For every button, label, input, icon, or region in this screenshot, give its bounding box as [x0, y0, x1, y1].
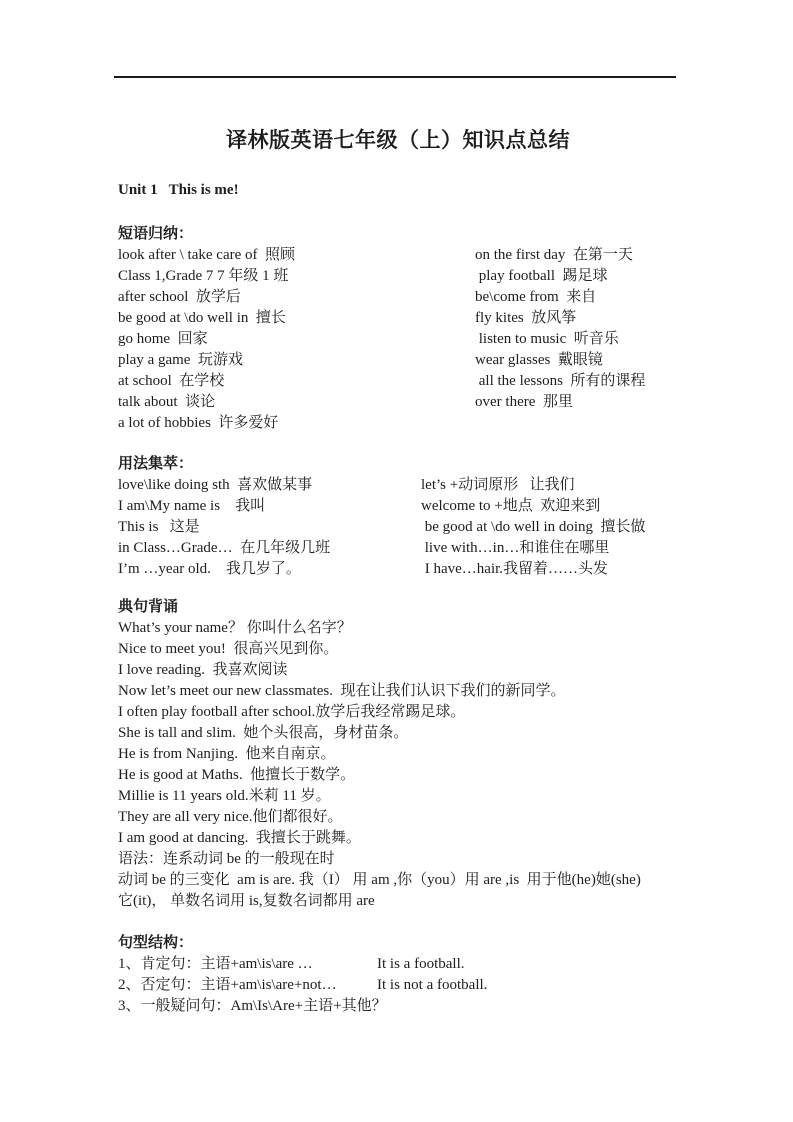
usage-row [118, 475, 678, 496]
phrase-right: fly kites 放风筝 [475, 310, 577, 326]
sentence-line: I love reading. 我喜欢阅读 [118, 662, 288, 678]
usage-right: welcome to +地点 欢迎来到 [421, 498, 601, 514]
usage-right: I have…hair.我留着……头发 [421, 561, 609, 577]
pattern-left: 3、一般疑问句：Am\Is\Are+主语+其他？ [118, 998, 387, 1014]
phrase-row [118, 413, 678, 434]
grammar-note-line: 语法：连系动词 be 的一般现在时 [118, 851, 335, 867]
sentence-line: What’s your name？ 你叫什么名字？ [118, 620, 352, 636]
grammar-note-line: 动词 be 的三变化 am is are. 我（I） 用 am ,你（you）用 are ,is 用于他(he)她(she) [118, 872, 641, 888]
phrase-left: be good at \do well in 擅长 [118, 310, 286, 326]
usage-left: This is 这是 [118, 519, 200, 535]
sentence-line: Millie is 11 years old.米莉 11 岁。 [118, 788, 331, 804]
section-heading-usage: 用法集萃： [118, 456, 194, 472]
phrase-left: a lot of hobbies 许多爱好 [118, 415, 279, 431]
sentences-list [118, 618, 678, 912]
phrase-left: go home 回家 [118, 331, 208, 347]
pattern-example: It is a football. [377, 956, 465, 972]
pattern-row [118, 996, 678, 1017]
usage-row [118, 559, 678, 580]
phrase-row [118, 308, 678, 329]
phrases-list [118, 245, 678, 434]
phrase-right: all the lessons 所有的课程 [475, 373, 646, 389]
phrase-left: look after \ take care of 照顾 [118, 247, 296, 263]
section-heading-phrases: 短语归纳： [118, 226, 194, 242]
pattern-example: It is not a football. [377, 977, 488, 993]
section-heading-patterns: 句型结构： [118, 935, 194, 951]
phrase-row [118, 329, 678, 350]
phrase-row [118, 245, 678, 266]
pattern-left: 2、否定句：主语+am\is\are+not… [118, 977, 337, 993]
usage-right: live with…in…和谁住在哪里 [421, 540, 610, 556]
usage-row [118, 538, 678, 559]
sentence-line: He is from Nanjing. 他来自南京。 [118, 746, 336, 762]
phrase-left: Class 1,Grade 7 7 年级 1 班 [118, 268, 289, 284]
pattern-row [118, 954, 678, 975]
patterns-list [118, 954, 678, 1017]
unit-heading: Unit 1 This is me! [118, 182, 239, 198]
phrase-right: wear glasses 戴眼镜 [475, 352, 603, 368]
phrase-row [118, 266, 678, 287]
phrase-right: be\come from 来自 [475, 289, 597, 305]
sentence-line: Nice to meet you! 很高兴见到你。 [118, 641, 339, 657]
sentence-line: They are all very nice.他们都很好。 [118, 809, 343, 825]
phrase-row [118, 350, 678, 371]
usage-row [118, 496, 678, 517]
phrase-row [118, 371, 678, 392]
phrase-left: after school 放学后 [118, 289, 241, 305]
phrase-left: talk about 谈论 [118, 394, 216, 410]
usage-row [118, 517, 678, 538]
phrase-left: at school 在学校 [118, 373, 225, 389]
usage-left: in Class…Grade… 在几年级几班 [118, 540, 331, 556]
usage-right: be good at \do well in doing 擅长做 [421, 519, 646, 535]
usage-left: love\like doing sth 喜欢做某事 [118, 477, 313, 493]
sentence-line: I am good at dancing. 我擅长于跳舞。 [118, 830, 361, 846]
phrase-right: listen to music 听音乐 [475, 331, 619, 347]
page-title: 译林版英语七年级（上）知识点总结 [226, 128, 570, 152]
phrase-right [475, 413, 678, 434]
sentence-line: Now let’s meet our new classmates. 现在让我们认识下我们的新同学。 [118, 683, 566, 699]
sentence-line: She is tall and slim. 她个头很高，身材苗条。 [118, 725, 409, 741]
sentence-line: He is good at Maths. 他擅长于数学。 [118, 767, 356, 783]
usage-left: I am\My name is 我叫 [118, 498, 266, 514]
document-content [118, 118, 678, 1017]
phrase-row [118, 392, 678, 413]
sentence-line: I often play football after school.放学后我经常踢足球。 [118, 704, 466, 720]
pattern-example [387, 996, 678, 1017]
pattern-left: 1、肯定句：主语+am\is\are … [118, 956, 313, 972]
phrase-right: over there 那里 [475, 394, 573, 410]
usage-list [118, 475, 678, 580]
phrase-left: play a game 玩游戏 [118, 352, 243, 368]
usage-right: let’s +动词原形 让我们 [421, 477, 575, 493]
pattern-row [118, 975, 678, 996]
usage-left: I’m …year old. 我几岁了。 [118, 561, 301, 577]
phrase-right: play football 踢足球 [475, 268, 608, 284]
section-heading-sentences: 典句背诵 [118, 599, 179, 615]
header-rule [114, 76, 676, 78]
grammar-note-line: 它(it)， 单数名词用 is,复数名词都用 are [118, 893, 375, 909]
phrase-row [118, 287, 678, 308]
phrase-right: on the first day 在第一天 [475, 247, 633, 263]
